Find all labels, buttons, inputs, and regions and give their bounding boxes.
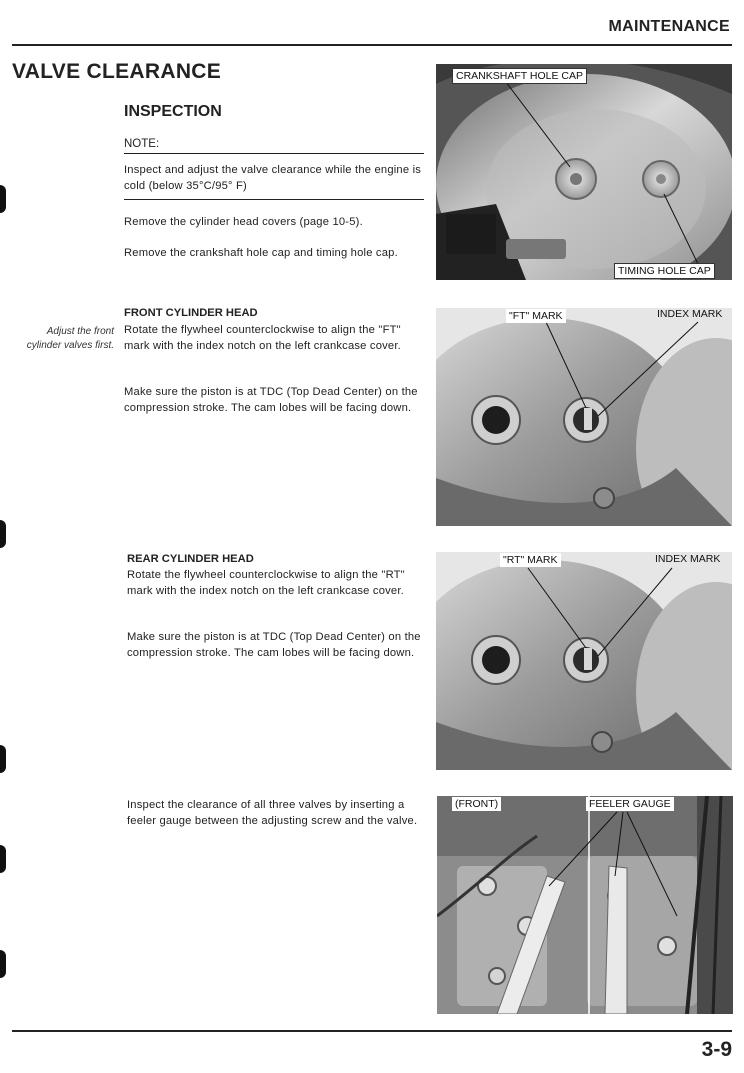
binding-tab	[0, 185, 6, 213]
note-text: Inspect and adjust the valve clearance while the engine is cold (below 35°C/95° F)	[124, 164, 422, 192]
figure-ft-mark	[436, 308, 732, 526]
figure-feeler-gauge	[437, 796, 733, 1014]
note-rule-top	[124, 153, 424, 154]
step-remove-covers: Remove the cylinder head covers (page 10-5).	[124, 216, 363, 228]
callout-feeler-gauge: FEELER GAUGE	[586, 797, 674, 811]
note-label: NOTE:	[124, 138, 160, 150]
callout-front: (FRONT)	[452, 797, 501, 811]
header-rule	[12, 44, 732, 46]
callout-index-mark-rear: INDEX MARK	[655, 553, 721, 565]
rear-step-tdc: Make sure the piston is at TDC (Top Dead Center) on the compression stroke. The cam lobes will be facing down.	[127, 631, 421, 659]
footer-rule	[12, 1030, 732, 1032]
callout-index-mark-front: INDEX MARK	[657, 308, 723, 320]
callout-crankshaft-hole-cap: CRANKSHAFT HOLE CAP	[452, 68, 587, 84]
callout-ft-mark: "FT" MARK	[506, 309, 566, 323]
binding-tab	[0, 950, 6, 978]
figure-rt-mark	[436, 552, 732, 770]
front-step-tdc: Make sure the piston is at TDC (Top Dead Center) on the compression stroke. The cam lobes will be facing down.	[124, 386, 418, 414]
binding-tab	[0, 520, 6, 548]
inspection-heading: INSPECTION	[124, 103, 222, 120]
note-rule-bottom	[124, 199, 424, 200]
binding-tab	[0, 745, 6, 773]
front-step-rotate: Rotate the flywheel counterclockwise to align the "FT" mark with the index notch on the left crankcase cover.	[124, 324, 401, 352]
binding-tab	[0, 845, 6, 873]
page-number: 3-9	[701, 1038, 732, 1061]
page-title: VALVE CLEARANCE	[12, 60, 222, 83]
rear-step-rotate: Rotate the flywheel counterclockwise to align the "RT" mark with the index notch on the left crankcase cover.	[127, 569, 405, 597]
step-remove-caps: Remove the crankshaft hole cap and timing hole cap.	[124, 247, 398, 259]
section-header: MAINTENANCE	[608, 18, 730, 35]
figure-crankcase-caps	[436, 64, 732, 280]
front-sidenote: Adjust the front cylinder valves first.	[26, 326, 114, 351]
callout-rt-mark: "RT" MARK	[500, 553, 561, 567]
rear-cylinder-heading: REAR CYLINDER HEAD	[127, 553, 254, 565]
front-cylinder-heading: FRONT CYLINDER HEAD	[124, 307, 258, 319]
callout-timing-hole-cap: TIMING HOLE CAP	[614, 263, 715, 279]
feeler-step-inspect: Inspect the clearance of all three valves by inserting a feeler gauge between the adjusting screw and the valve.	[127, 799, 418, 827]
